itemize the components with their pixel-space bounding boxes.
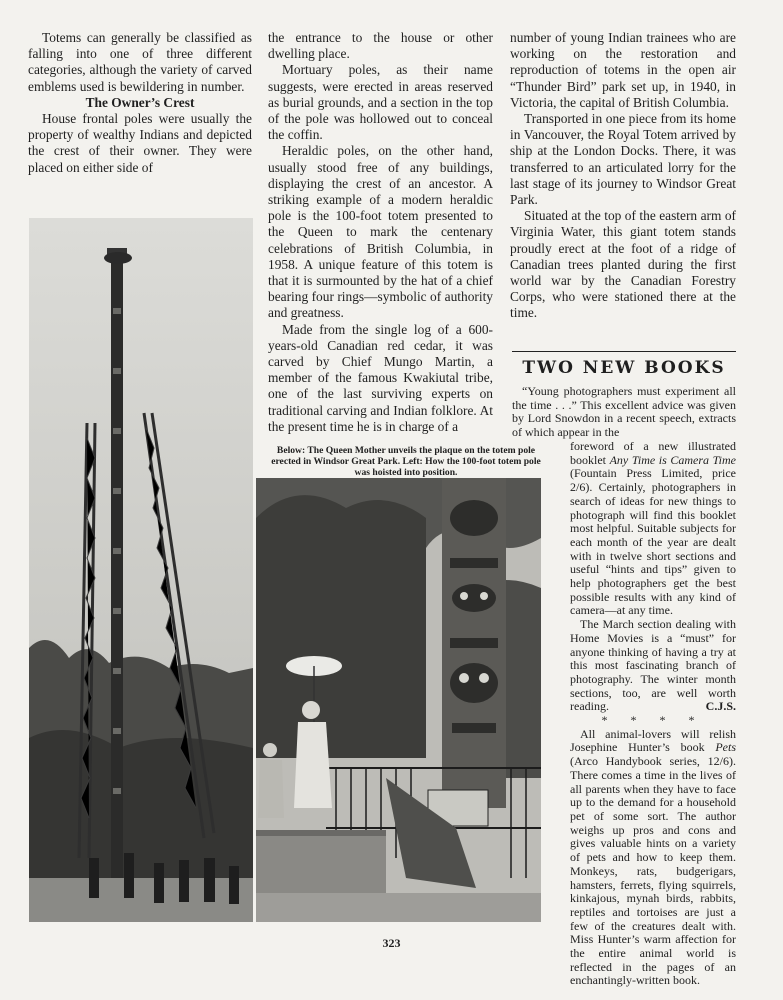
paragraph: Heraldic poles, on the other hand, usually stood free of any buildings, displaying the crest of an ancestor. A striking example of a modern heraldic pole is the 100-foot totem presented to the Queen to mark the centenary celebrations of British Columbia, in 1958. A unique feature of this totem is that it is surmounted by the hat of a chief bearing four rings—symbolic of authority and greatness.	[268, 143, 493, 321]
paragraph: House frontal poles were usually the property of wealthy Indians and depicted the crest of their owner. They were placed on either side of	[28, 111, 252, 175]
paragraph: Mortuary poles, as their name suggests, were erected in areas reserved as burial grounds, and a section in the top of the pole was hollowed out to conceal the coffin.	[268, 62, 493, 143]
photo-queen-mother-unveiling	[256, 478, 541, 922]
text-run: (Arco Handybook series, 12/6). There comes a time in the lives of all parents when they have to face up to the demand for a household pet of some sort. The author weighs up pros and cons and gives valuable hints on a variety of pets and how to keep them. Monkeys, rats, budgerigars, hamsters, ferrets, flying squirrels, kinkajous, mynah birds, rabbits, reptiles and tortoises are just a few of the creatures dealt with. Miss Hunter’s warm affection for the entire animal world is reflected in the pages of an enchantingly-written book.	[570, 754, 736, 988]
paragraph: Transported in one piece from its home in Vancouver, the Royal Totem arrived by ship at the London Docks. There, it was transferred to an articulated lorry for the last stage of its journey to Windsor Great Park.	[510, 111, 736, 208]
signature: C.J.S.	[705, 699, 736, 714]
section-stars: * * * *	[601, 713, 705, 728]
books-section-header	[512, 354, 736, 376]
paragraph: Situated at the top of the eastern arm of Virginia Water, this giant totem stands proudly erect at the foot of a ridge of Canadian trees planted during the first world war by the Canadian Forestry Corps, who were stationed there at the time.	[510, 208, 736, 321]
paragraph	[570, 618, 736, 714]
book-title: Pets	[715, 740, 736, 755]
section-heading-two-new-books: TWO NEW BOOKS	[522, 358, 726, 378]
paragraph: Totems can generally be classified as falling into one of three different categories, although the variety of carved emblems used is bewildering in number.	[28, 30, 252, 94]
paragraph	[570, 440, 736, 618]
column-1	[28, 30, 252, 176]
page-number: 323	[382, 936, 401, 950]
column-book-reviews	[570, 440, 736, 988]
text-run: foreword of a new illustrated booklet	[570, 439, 736, 467]
column-3	[510, 30, 736, 322]
section-divider	[512, 351, 736, 352]
paragraph: Made from the single log of a 600-years-old Canadian red cedar, it was carved by Chief Mungo Martin, a member of the famous Kwakiutal tribe, one of the last surviving experts on traditional carving and Indian folklore. At the present time he is in charge of a	[268, 321, 493, 434]
text-run: All animal-lovers will relish Josephine Hunter’s book	[570, 726, 736, 755]
paragraph: number of young Indian trainees who are working on the restoration and reproduction of totems in the open air “Thunder Bird” park set up, in 1940, in Victoria, the capital of British Columbia.	[510, 30, 736, 110]
subheading-owners-crest: The Owner’s Crest	[85, 94, 195, 110]
text-run: The March section dealing with Home Movies is a “must” for anyone thinking of having a try at this most fascinating branch of photography. The winter month sections, too, are well worth reading.	[570, 617, 736, 714]
text-run: (Fountain Press Limited, price 2/6). Certainly, photographers in search of ideas for new things to photograph will find this booklet most helpful. Suitable subjects for each month of the year are dealt with in twelve short sections and useful “hints and tips” given to help photographers get the best possible results with any kind of camera—at any time.	[570, 466, 736, 618]
paragraph: the entrance to the house or other dwelling place.	[268, 30, 493, 62]
paragraph: “Young photographers must experiment all the time . . .” This excellent advice was given by Lord Snowdon in a recent speech, extracts of which appear in the	[512, 384, 736, 440]
column-2	[268, 30, 493, 435]
book-title: Any Time is Camera Time	[609, 452, 736, 467]
photo-caption: Below: The Queen Mother unveils the plaque on the totem pole erected in Windsor Great Park. Left: How the 100-foot totem pole was hoisted into position.	[271, 445, 541, 478]
photo-totem-hoisting	[29, 218, 253, 922]
books-intro	[512, 385, 736, 440]
